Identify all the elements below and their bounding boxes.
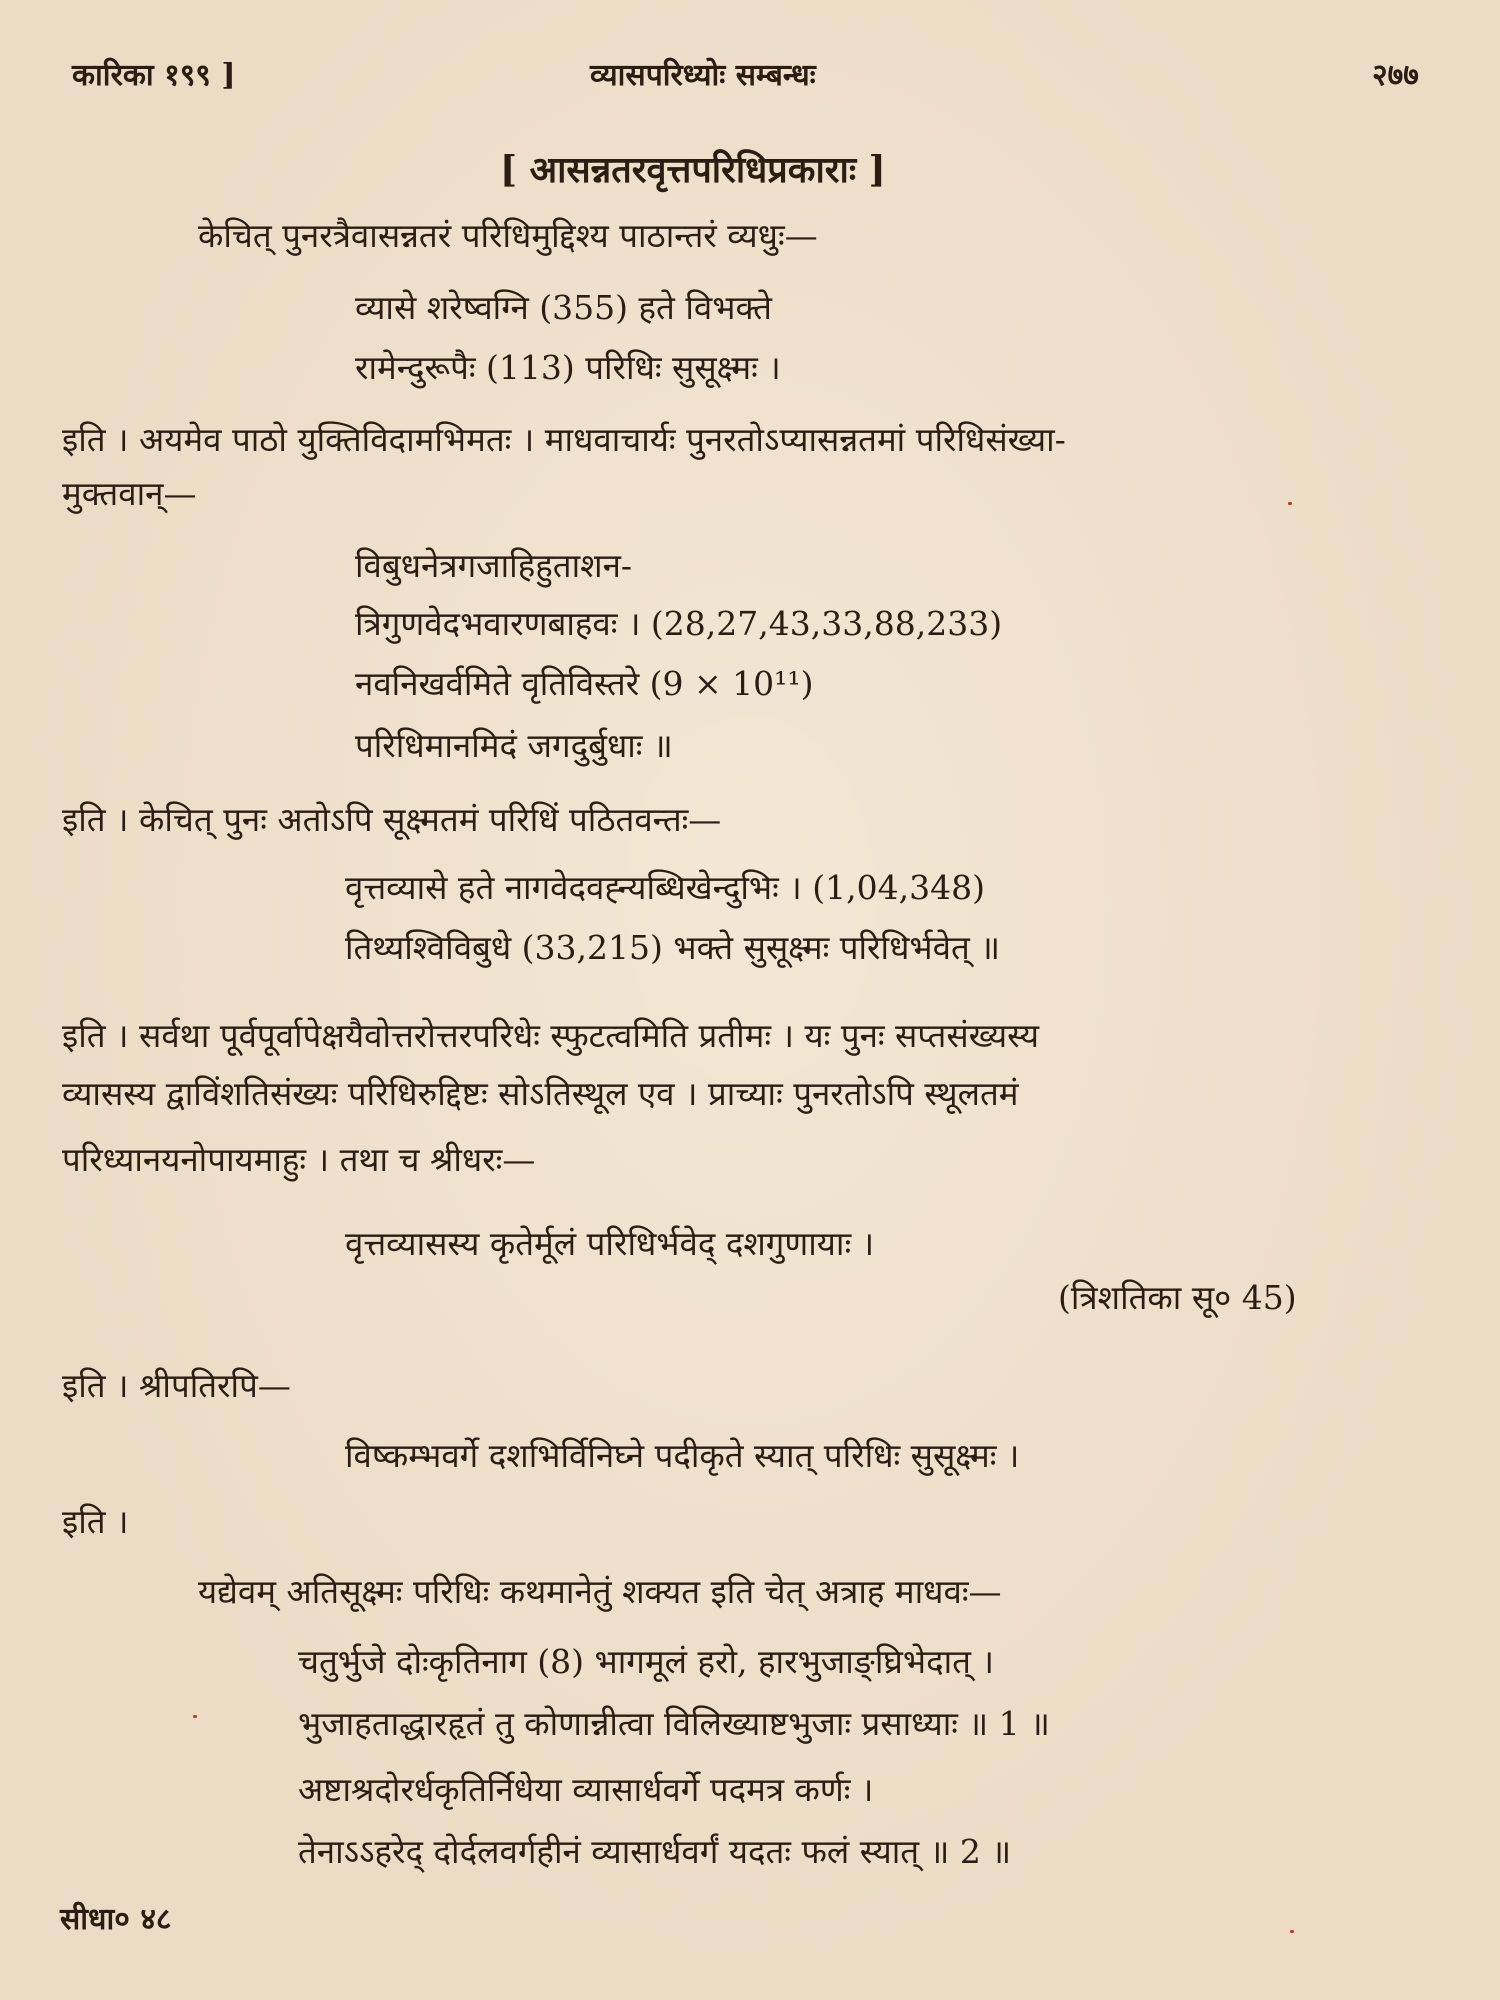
ink-speck — [1288, 502, 1292, 505]
verse-line-8: नवनिखर्वमिते वृतिविस्तरे (9 × 10¹¹) — [355, 664, 814, 703]
text-line-20: इति । — [62, 1502, 129, 1541]
text-line-15: परिध्यानयनोपायमाहुः । तथा च श्रीधरः— — [62, 1140, 536, 1179]
verse-line-22: चतुर्भुजे दोःकृतिनाग (8) भागमूलं हरो, हारभुजाङ्घ्रिभेदात् । — [298, 1642, 994, 1681]
verse-line-2: व्यासे शरेष्वग्नि (355) हते विभक्ते — [355, 288, 772, 327]
verse-line-23: भुजाहताद्धारहृतं तु कोणान्नीत्वा विलिख्याष्टभुजाः प्रसाध्याः ॥ 1 ॥ — [298, 1704, 1050, 1743]
verse-line-19: विष्कम्भवर्गे दशभिर्विनिघ्ने पदीकृते स्यात् परिधिः सुसूक्ष्मः । — [345, 1436, 1020, 1475]
verse-line-9: परिधिमानमिदं जगदुर्बुधाः ॥ — [355, 726, 673, 765]
verse-line-24: अष्टाश्रदोरर्धकृतिर्निधेया व्यासार्धवर्गे पदमत्र कर्णः । — [298, 1770, 874, 1809]
text-line-13: इति । सर्वथा पूर्वपूर्वापेक्षयैवोत्तरोत्तरपरिधेः स्फुटत्वमिति प्रतीमः । यः पुनः सप्तसंख्यस्य — [62, 1016, 1040, 1055]
verse-line-12: तिथ्यश्विविबुधे (33,215) भक्ते सुसूक्ष्मः परिधिर्भवेत् ॥ — [345, 928, 1001, 967]
page-number: २७७ — [1372, 58, 1419, 93]
text-line-4: इति । अयमेव पाठो युक्तिविदामभिमतः । माधवाचार्यः पुनरतोऽप्यासन्नतमां परिधिसंख्या- — [62, 420, 1066, 459]
text-line-5: मुक्तवान्— — [62, 474, 197, 513]
verse-line-11: वृत्तव्यासे हते नागवेदवह्न्यब्धिखेन्दुभिः । (1,04,348) — [345, 868, 985, 907]
verse-line-3: रामेन्दुरूपैः (113) परिधिः सुसूक्ष्मः । — [355, 348, 781, 387]
verse-line-7: त्रिगुणवेदभवारणबाहवः । (28,27,43,33,88,233) — [355, 604, 1003, 643]
verse-line-16: वृत्तव्यासस्य कृतेर्मूलं परिधिर्भवेद् दशगुणायाः । — [345, 1224, 875, 1263]
text-line-1: केचित् पुनरत्रैवासन्नतरं परिधिमुद्दिश्य पाठान्तरं व्यधुः— — [198, 216, 818, 255]
signature-mark: सीधा० ४८ — [60, 1902, 172, 1937]
text-line-18: इति । श्रीपतिरपि— — [62, 1366, 291, 1405]
section-heading: [ आसन्नतरवृत्तपरिधिप्रकाराः ] — [500, 149, 886, 191]
ink-speck — [193, 1715, 197, 1718]
verse-line-25: तेनाऽऽहरेद् दोर्दलवर्गहीनं व्यासार्धवर्गं यदतः फलं स्यात् ॥ 2 ॥ — [298, 1832, 1012, 1871]
header-karika: कारिका १९९ ] — [72, 58, 236, 93]
text-line-14: व्यासस्य द्वाविंशतिसंख्यः परिधिरुद्दिष्टः सोऽतिस्थूल एव । प्राच्याः पुनरतोऽपि स्थूलतमं — [62, 1074, 1019, 1113]
text-line-21: यद्येवम् अतिसूक्ष्मः परिधिः कथमानेतुं शक्यत इति चेत् अत्राह माधवः— — [198, 1572, 1002, 1611]
text-line-10: इति । केचित् पुनः अतोऽपि सूक्ष्मतमं परिधिं पठितवन्तः— — [62, 800, 722, 839]
header-title: व्यासपरिध्योः सम्बन्धः — [590, 58, 816, 93]
verse-line-6: विबुधनेत्रगजाहिहुताशन- — [355, 546, 633, 585]
citation-trishatika: (त्रिशतिका सू० 45) — [1058, 1278, 1297, 1317]
ink-speck — [1290, 1930, 1294, 1933]
